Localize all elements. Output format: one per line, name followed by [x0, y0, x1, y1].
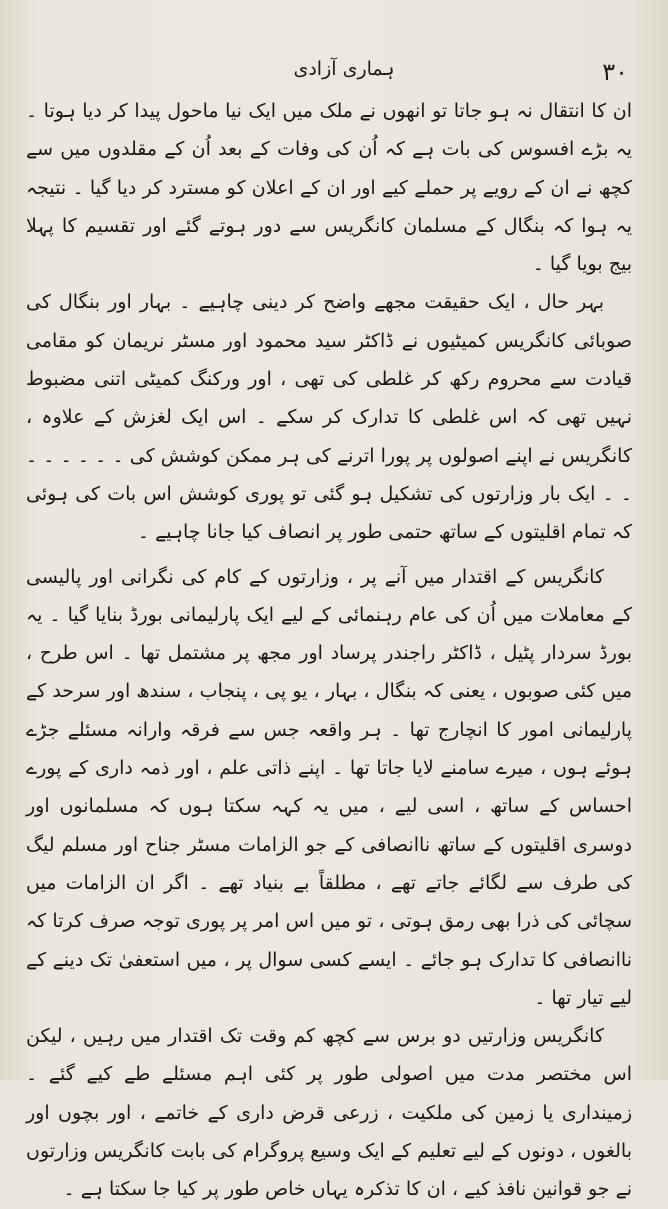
running-title: ہماری آزادی	[293, 58, 395, 80]
paragraph-3: کانگریس کے اقتدار میں آنے پر ، وزارتوں کے کام کی نگرانی اور پالیسی کے معاملات میں اُن کی عام رہنمائی کے لیے ایک پارلیمانی بورڈ بنایا گیا ۔ یہ بورڈ سردار پٹیل ، ڈاکٹر راجندر پرساد اور مجھ پر مشتمل تھا ۔ اس طرح ، میں کئی صوبوں ، یعنی کہ بنگال ، بہار ، یو پی ، پنجاب ، سندھ اور سرحد کے پارلیمانی امور کا انچارج تھا ۔ ہر واقعہ جس سے فرقہ وارانہ مسئلے جڑے ہوئے ہوں ، میرے سامنے لایا جاتا تھا ۔ اپنے ذاتی علم ، اور ذمہ داری کے پورے احساس کے ساتھ ، اسی لیے ، میں یہ کہہ سکتا ہوں کہ مسلمانوں اور دوسری اقلیتوں کے ساتھ ناانصافی کے جو الزامات مسٹر جناح اور مسلم لیگ کی طرف سے لگائے جاتے تھے ، مطلقاً بے بنیاد تھے ۔ اگر ان الزامات میں سچائی کی ذرا بھی رمق ہوتی ، تو میں اس امر پر پوری توجہ صرف کرتا کہ ناانصافی کا تدارک ہو جائے ۔ ایسے کسی سوال پر ، میں استعفیٰ تک دینے کے لیے تیار تھا ۔	[26, 565, 632, 1009]
paragraph-1: ان کا انتقال نہ ہو جاتا تو انھوں نے ملک میں ایک نیا ماحول پیدا کر دیا ہوتا ۔ یہ بڑے افسوس کی بات ہے کہ اُن کی وفات کے بعد اُن کے مقلدوں میں سے کچھ نے ان کے رویے پر حملے کیے اور ان کے اعلان کو مسترد کر دیا گیا ۔ نتیجہ یہ ہوا کہ بنگال کے مسلمان کانگریس سے دور ہوتے گئے اور تقسیم کا پہلا بیج بویا گیا ۔	[26, 100, 632, 276]
paragraph-2: بہر حال ، ایک حقیقت مجھے واضح کر دینی چاہیے ۔ بہار اور بنگال کی صوبائی کانگریس کمیٹیوں نے ڈاکٹر سید محمود اور مسٹر نریمان کو مقامی قیادت سے محروم رکھ کر غلطی کی تھی ، اور ورکنگ کمیٹی اتنی مضبوط نہیں تھی کہ اس غلطی کا تدارک کر سکے ۔ اس ایک لغزش کے علاوہ ، کانگریس نے اپنے اصولوں پر پورا اترنے کی ہر ممکن کوشش کی ۔ ۔ ۔ ۔ ۔ ۔ ۔ ۔ ایک بار وزارتوں کی تشکیل ہو گئی تو پوری کوشش اس بات کی ہوئی کہ تمام اقلیتوں کے ساتھ حتمی طور پر انصاف کیا جانا چاہیے ۔	[26, 291, 632, 544]
paragraph-4: کانگریس وزارتیں دو برس سے کچھ کم وقت تک اقتدار میں رہیں ، لیکن اس مختصر مدت میں اصولی طور پر کئی اہم مسئلے طے کیے گئے ۔ زمینداری یا زمین کی ملکیت ، زرعی قرض داری کے خاتمے ، اور بچوں اور بالغوں ، دونوں کے لیے تعلیم کے ایک وسیع پروگرام کی بابت کانگریس وزارتوں نے جو قوانین نافذ کیے ، ان کا تذکرہ یہاں خاص طور پر کیا جا سکتا ہے ۔	[26, 1025, 632, 1201]
page-body-text	[26, 92, 632, 1201]
page-header	[60, 54, 628, 94]
page-number: ۳۰	[602, 58, 628, 86]
